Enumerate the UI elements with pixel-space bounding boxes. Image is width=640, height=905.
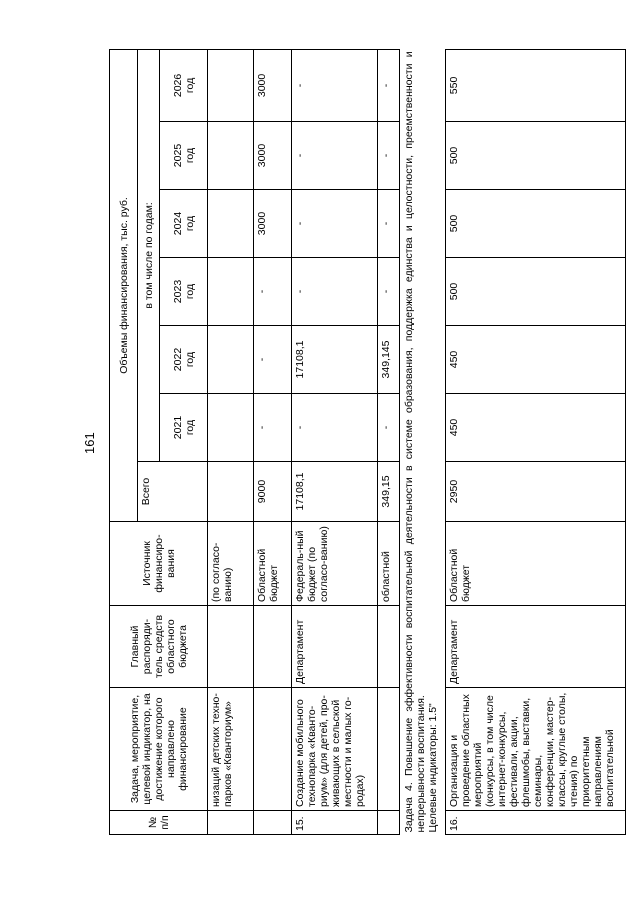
row-year-value xyxy=(208,190,254,258)
col-by-years-header: в том числе по годам: xyxy=(138,49,160,461)
row-total: 9000 xyxy=(254,462,292,522)
row-year-value: 3000 xyxy=(254,49,292,121)
row-year-value: 349,145 xyxy=(378,326,400,394)
row-total: 2950 xyxy=(446,462,626,522)
table-row xyxy=(254,49,292,834)
row-year-value: - xyxy=(292,190,378,258)
row-year-value: - xyxy=(378,122,400,190)
row-year-value: 550 xyxy=(446,49,626,121)
year-header: 2023 год xyxy=(160,258,208,326)
row-year-value xyxy=(208,49,254,121)
col-funding-header: Объемы финансирования, тыс. руб. xyxy=(110,49,138,521)
row-year-value: - xyxy=(378,49,400,121)
row-task: Организация и проведение областных мероприятий (конкурсы, в том числе интернет-конкурсы, фестивали, акции, флешмобы, выставки, семинары, конференции, мастер-классы, круглые столы, чтения) по приоритетным направлениям воспитательной xyxy=(446,688,626,811)
page-number: 161 xyxy=(82,432,97,454)
row-year-value: 3000 xyxy=(254,190,292,258)
row-manager: Департамент xyxy=(292,606,378,688)
row-manager: Департамент xyxy=(446,606,626,688)
table-row xyxy=(378,49,400,834)
year-header: 2022 год xyxy=(160,326,208,394)
row-year-value: - xyxy=(378,394,400,462)
row-task: Создание мобильного технопарка «Кванто-риум» (для детей, про-живающих в сельской местности и малых го-родах) xyxy=(292,688,378,811)
task-section-row xyxy=(400,49,446,834)
row-manager xyxy=(208,606,254,688)
row-num xyxy=(254,811,292,835)
row-task xyxy=(378,688,400,811)
row-year-value: - xyxy=(292,122,378,190)
table-row xyxy=(446,49,626,834)
row-year-value: 500 xyxy=(446,258,626,326)
row-source: областной xyxy=(378,522,400,606)
row-num: 16. xyxy=(446,811,626,835)
row-year-value: - xyxy=(254,326,292,394)
row-num xyxy=(208,811,254,835)
row-task xyxy=(254,688,292,811)
row-task: низаций детских техно-парков «Кванториум» xyxy=(208,688,254,811)
col-total-header: Всего xyxy=(138,462,208,522)
col-num-header: № п/п xyxy=(110,811,208,835)
row-source: (по согласо-ванию) xyxy=(208,522,254,606)
row-total xyxy=(208,462,254,522)
task-4-text: Задача 4. Повышение эффективности воспитательной деятельности в системе образования, поддержка единства и целостности, преемственности и непрерывности воспитания. Целевые индикаторы: 1.5" xyxy=(400,49,446,834)
row-source: Областной бюджет xyxy=(254,522,292,606)
header-row-1 xyxy=(110,49,138,834)
col-source-header: Источник финансиро-вания xyxy=(110,522,208,606)
col-task-header: Задача, мероприятие, целевой индикатор, на достижение которого направлено финансирование xyxy=(110,688,208,811)
row-num: 15. xyxy=(292,811,378,835)
year-header: 2021 год xyxy=(160,394,208,462)
row-year-value: 17108,1 xyxy=(292,326,378,394)
row-year-value: - xyxy=(378,190,400,258)
row-total: 17108,1 xyxy=(292,462,378,522)
table-row xyxy=(292,49,378,834)
year-header: 2024 год xyxy=(160,190,208,258)
row-year-value: 500 xyxy=(446,122,626,190)
row-year-value: 3000 xyxy=(254,122,292,190)
row-year-value: 500 xyxy=(446,190,626,258)
row-source: Областной бюджет xyxy=(446,522,626,606)
row-year-value: - xyxy=(254,394,292,462)
funding-table xyxy=(109,49,626,835)
row-source: Федераль-ный бюджет (по согласо-ванию) xyxy=(292,522,378,606)
row-year-value: - xyxy=(378,258,400,326)
row-num xyxy=(378,811,400,835)
row-year-value xyxy=(208,122,254,190)
row-year-value: - xyxy=(292,49,378,121)
row-year-value xyxy=(208,258,254,326)
row-manager xyxy=(254,606,292,688)
row-year-value xyxy=(208,394,254,462)
col-manager-header: Главный распоряди-тель средств областного бюджета xyxy=(110,606,208,688)
row-total: 349,15 xyxy=(378,462,400,522)
row-manager xyxy=(378,606,400,688)
year-header: 2026 год xyxy=(160,49,208,121)
year-header: 2025 год xyxy=(160,122,208,190)
rotated-table-wrapper xyxy=(109,50,640,835)
table-row xyxy=(208,49,254,834)
row-year-value: - xyxy=(292,258,378,326)
row-year-value: - xyxy=(292,394,378,462)
row-year-value: 450 xyxy=(446,394,626,462)
row-year-value: 450 xyxy=(446,326,626,394)
row-year-value xyxy=(208,326,254,394)
row-year-value: - xyxy=(254,258,292,326)
